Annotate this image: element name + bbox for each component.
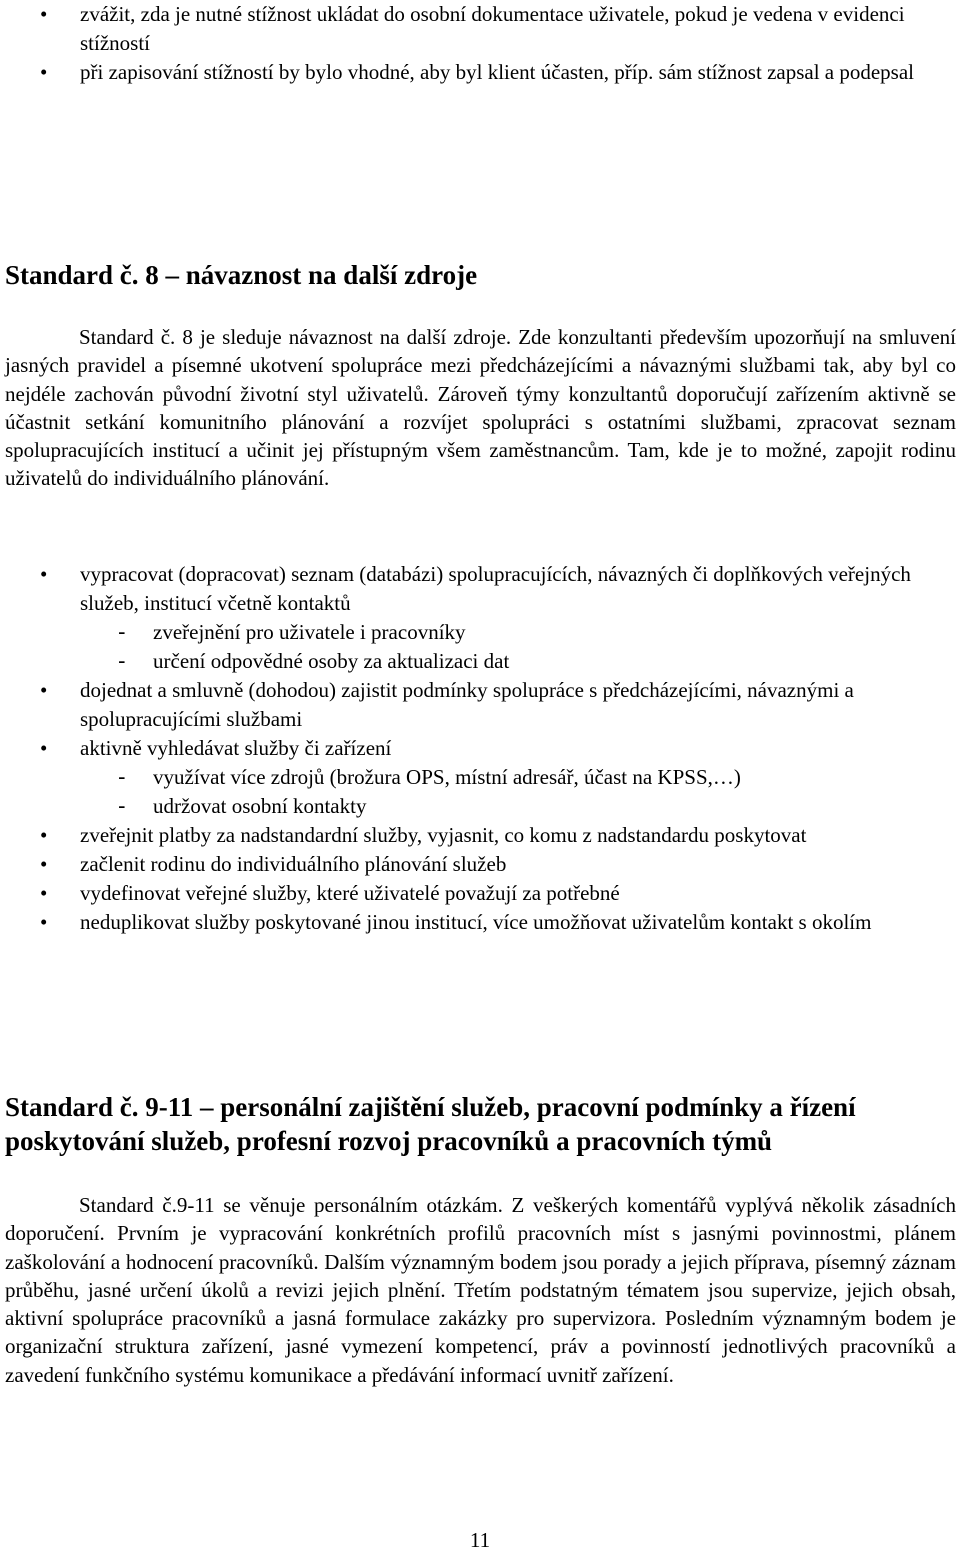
list-item-text: dojednat a smluvně (dohodou) zajistit podmínky spolupráce s předcházejícími, návaznými a spolupracujícími službami	[80, 678, 854, 731]
list-item	[0, 908, 960, 937]
dash-icon: -	[118, 765, 126, 789]
sub-list-item-text: udržovat osobní kontakty	[153, 794, 367, 818]
sub-list-item	[0, 763, 960, 792]
page-number: 11	[469, 1528, 491, 1552]
sub-list-item	[0, 618, 960, 647]
list-item-text: aktivně vyhledávat služby či zařízení	[80, 736, 392, 760]
bullet-icon: •	[40, 823, 48, 847]
dash-icon: -	[118, 794, 126, 818]
sub-list-item-text: určení odpovědné osoby za aktualizaci dat	[153, 649, 510, 673]
section-heading-standard-9-11: Standard č. 9-11 – personální zajištění služeb, pracovní podmínky a řízení poskytování služeb, profesní rozvoj pracovníků a pracovních týmů	[5, 1092, 856, 1156]
section-9-11-paragraph	[5, 1191, 956, 1389]
bullet-icon: •	[40, 881, 48, 905]
list-item	[0, 560, 960, 618]
list-item-text: při zapisování stížností by bylo vhodné, aby byl klient účasten, příp. sám stížnost zapsal a podepsal	[80, 60, 915, 84]
bullet-icon: •	[40, 562, 48, 586]
list-item	[0, 0, 940, 58]
list-item	[0, 734, 960, 763]
bullet-icon: •	[40, 2, 48, 26]
list-item-text: začlenit rodinu do individuálního plánování služeb	[80, 852, 507, 876]
dash-icon: -	[118, 620, 126, 644]
bullet-icon: •	[40, 678, 48, 702]
sub-list-item-text: využívat více zdrojů (brožura OPS, místní adresář, účast na KPSS,…)	[153, 765, 741, 789]
list-item-text: vypracovat (dopracovat) seznam (databázi) spolupracujících, návazných či doplňkových veřejných služeb, institucí včetně kontaktů	[80, 562, 911, 615]
bullet-icon: •	[40, 60, 48, 84]
paragraph-text: Standard č.9-11 se věnuje personálním otázkám. Z veškerých komentářů vyplývá několik zásadních doporučení. Prvním je vypracování konkrétních profilů pracovních míst s jasnými povinnostmi, plánem zaškolování a hodnocení pracovníků. Dalším významným bodem jsou porady a jejich příprava, písemný záznam průběhu, jasné určení úkolů a revizi jejich plnění. Třetím podstatným tématem jsou supervize, jejich obsah, aktivní spolupráce pracovníků a jasná formulace zakázky pro supervizora. Posledním významným bodem je organizační struktura zařízení, jasné vymezení kompetencí, práv a povinností jednotlivých pracovníků a zavedení funkčního systému komunikace a předávání informací uvnitř zařízení.	[5, 1193, 956, 1387]
bullet-icon: •	[40, 852, 48, 876]
list-item-text: zvážit, zda je nutné stížnost ukládat do osobní dokumentace uživatele, pokud je vedena v evidenci stížností	[80, 2, 905, 55]
list-item-text: neduplikovat služby poskytované jinou institucí, více umožňovat uživatelům kontakt s okolím	[80, 910, 872, 934]
list-item	[0, 821, 960, 850]
dash-icon: -	[118, 649, 126, 673]
sub-list-item	[0, 647, 960, 676]
sub-list-item-text: zveřejnění pro uživatele i pracovníky	[153, 620, 466, 644]
bullet-icon: •	[40, 736, 48, 760]
section-heading-standard-8: Standard č. 8 – návaznost na další zdroje	[5, 260, 478, 290]
recommendation-list	[0, 560, 960, 937]
list-item	[0, 58, 940, 87]
list-item-text: zveřejnit platby za nadstandardní služby, vyjasnit, co komu z nadstandardu poskytovat	[80, 823, 807, 847]
complaint-bullet-list	[0, 0, 960, 87]
list-item	[0, 850, 960, 879]
list-item	[0, 676, 960, 734]
bullet-icon: •	[40, 910, 48, 934]
list-item-text: vydefinovat veřejné služby, které uživatelé považují za potřebné	[80, 881, 620, 905]
paragraph-text: Standard č. 8 je sleduje návaznost na další zdroje. Zde konzultanti především upozorňují na smluvení jasných pravidel a písemné ukotvení spolupráce mezi předcházejícími a návaznými službami tak, aby byl co nejdéle zachován původní životní styl uživatelů. Zároveň týmy konzultantů doporučují zařízením aktivně se účastnit setkání komunitního plánování a rozvíjet spolupráci s ostatními službami, zpracovat seznam spolupracujících institucí a učinit jej přístupným všem zaměstnancům. Tam, kde je to možné, zapojit rodinu uživatelů do individuálního plánování.	[5, 325, 956, 491]
section-8-paragraph	[5, 323, 956, 493]
list-item	[0, 879, 960, 908]
sub-list-item	[0, 792, 960, 821]
